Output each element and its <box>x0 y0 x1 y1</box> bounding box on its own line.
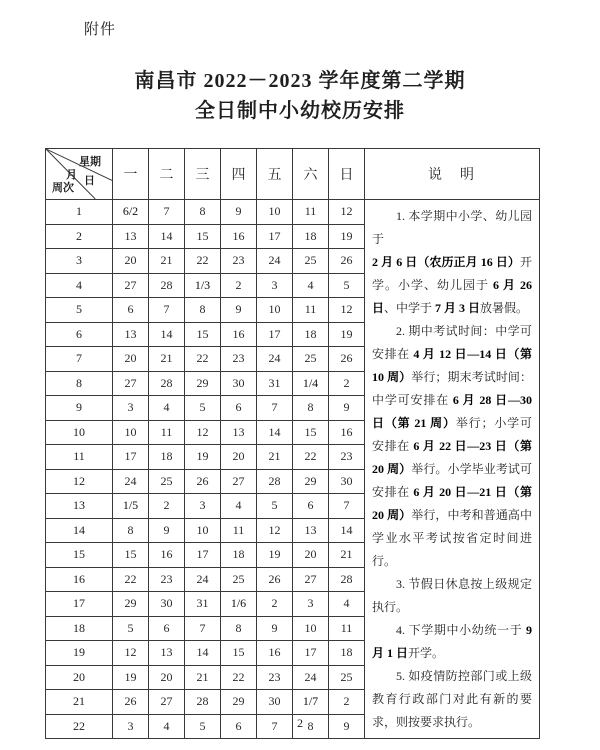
note-text-segment: 1. 本学期中小学、幼儿园于 <box>372 209 532 246</box>
date-cell: 6 <box>293 494 329 519</box>
date-cell: 24 <box>113 469 149 494</box>
date-cell: 15 <box>221 641 257 666</box>
date-cell: 8 <box>293 396 329 421</box>
date-cell: 2 <box>329 690 365 715</box>
date-cell: 29 <box>293 469 329 494</box>
note-bold-segment: 2 月 6 日（农历正月 16 日） <box>372 255 520 269</box>
date-cell: 23 <box>257 665 293 690</box>
date-cell: 10 <box>293 616 329 641</box>
date-cell: 27 <box>113 273 149 298</box>
date-cell: 22 <box>113 567 149 592</box>
date-cell: 15 <box>185 224 221 249</box>
note-text-segment: 开学。小学、幼儿园于 <box>372 255 532 292</box>
date-cell: 24 <box>257 347 293 372</box>
date-cell: 8 <box>113 518 149 543</box>
month-start-date-cell: 1/4 <box>293 371 329 396</box>
note-bold-segment: 4 月 12 日—14 日（第 10 周） <box>372 347 532 384</box>
date-cell: 6 <box>221 396 257 421</box>
week-number-cell: 3 <box>46 249 113 274</box>
date-cell: 4 <box>329 592 365 617</box>
date-cell: 18 <box>329 641 365 666</box>
week-number-cell: 6 <box>46 322 113 347</box>
date-cell: 14 <box>257 420 293 445</box>
week-number-cell: 19 <box>46 641 113 666</box>
date-cell: 3 <box>185 494 221 519</box>
date-cell: 14 <box>185 641 221 666</box>
date-cell: 17 <box>113 445 149 470</box>
date-cell: 22 <box>185 249 221 274</box>
date-cell: 8 <box>185 298 221 323</box>
date-cell: 2 <box>329 371 365 396</box>
date-cell: 26 <box>329 347 365 372</box>
day-header-tue: 二 <box>149 149 185 200</box>
date-cell: 14 <box>149 322 185 347</box>
date-cell: 7 <box>149 200 185 225</box>
date-cell: 13 <box>221 420 257 445</box>
date-cell: 2 <box>257 592 293 617</box>
date-cell: 19 <box>329 224 365 249</box>
date-cell: 26 <box>113 690 149 715</box>
date-cell: 16 <box>257 641 293 666</box>
date-cell: 13 <box>113 224 149 249</box>
date-cell: 20 <box>293 543 329 568</box>
date-cell: 7 <box>185 616 221 641</box>
week-number-cell: 18 <box>46 616 113 641</box>
note-paragraph <box>372 573 532 619</box>
date-cell: 15 <box>113 543 149 568</box>
date-cell: 30 <box>329 469 365 494</box>
corner-weeknum-label: 周次 <box>52 182 74 194</box>
week-number-cell: 8 <box>46 371 113 396</box>
notes-body <box>365 200 539 738</box>
day-header-sun: 日 <box>329 149 365 200</box>
date-cell: 9 <box>149 518 185 543</box>
date-cell: 23 <box>221 347 257 372</box>
week-number-cell: 11 <box>46 445 113 470</box>
date-cell: 23 <box>149 567 185 592</box>
attachment-label: 附件 <box>84 21 117 38</box>
date-cell: 12 <box>113 641 149 666</box>
week-number-cell: 10 <box>46 420 113 445</box>
date-cell: 18 <box>221 543 257 568</box>
date-cell: 12 <box>329 200 365 225</box>
note-bold-segment: 6 月 26 日 <box>372 278 532 315</box>
date-cell: 25 <box>149 469 185 494</box>
date-cell: 21 <box>329 543 365 568</box>
note-text-segment: 4. 下学期中小幼统一于 <box>396 623 526 637</box>
date-cell: 9 <box>221 298 257 323</box>
date-cell: 30 <box>221 371 257 396</box>
date-cell: 3 <box>113 714 149 739</box>
note-text-segment: 、中学于 <box>384 301 436 315</box>
date-cell: 8 <box>221 616 257 641</box>
month-start-date-cell: 1/6 <box>221 592 257 617</box>
date-cell: 15 <box>293 420 329 445</box>
date-cell: 6 <box>113 298 149 323</box>
month-start-date-cell: 1/7 <box>293 690 329 715</box>
week-number-cell: 1 <box>46 200 113 225</box>
calendar-body <box>46 200 540 739</box>
date-cell: 5 <box>185 396 221 421</box>
date-cell: 22 <box>293 445 329 470</box>
note-text-segment: 2. 期中考试时间：中学可安排在 <box>372 324 532 361</box>
date-cell: 12 <box>257 518 293 543</box>
date-cell: 18 <box>149 445 185 470</box>
date-cell: 4 <box>221 494 257 519</box>
week-number-cell: 4 <box>46 273 113 298</box>
note-bold-segment: 9 月 1 日 <box>372 623 532 660</box>
calendar-week-row <box>46 200 540 225</box>
date-cell: 6 <box>149 616 185 641</box>
week-number-cell: 7 <box>46 347 113 372</box>
week-number-cell: 17 <box>46 592 113 617</box>
date-cell: 11 <box>293 200 329 225</box>
notes-header: 说 明 <box>365 149 540 200</box>
date-cell: 30 <box>257 690 293 715</box>
date-cell: 16 <box>221 224 257 249</box>
date-cell: 25 <box>329 665 365 690</box>
date-cell: 2 <box>149 494 185 519</box>
date-cell: 9 <box>329 714 365 739</box>
date-cell: 4 <box>293 273 329 298</box>
note-text-segment: 举行；期末考试时间：中学可安排在 <box>372 370 532 407</box>
date-cell: 16 <box>221 322 257 347</box>
date-cell: 21 <box>149 347 185 372</box>
date-cell: 26 <box>257 567 293 592</box>
corner-week-label: 星期 <box>79 156 101 168</box>
date-cell: 19 <box>257 543 293 568</box>
date-cell: 12 <box>185 420 221 445</box>
date-cell: 27 <box>293 567 329 592</box>
date-cell: 10 <box>257 298 293 323</box>
date-cell: 24 <box>185 567 221 592</box>
date-cell: 7 <box>149 298 185 323</box>
date-cell: 18 <box>293 322 329 347</box>
date-cell: 10 <box>185 518 221 543</box>
day-header-thu: 四 <box>221 149 257 200</box>
note-text-segment: 放暑假。 <box>480 301 529 315</box>
date-cell: 10 <box>113 420 149 445</box>
date-cell: 15 <box>185 322 221 347</box>
date-cell: 5 <box>113 616 149 641</box>
date-cell: 17 <box>293 641 329 666</box>
week-number-cell: 21 <box>46 690 113 715</box>
date-cell: 11 <box>221 518 257 543</box>
note-bold-segment: 6 月 28 日—30 日（第 21 周） <box>372 393 532 430</box>
note-paragraph <box>372 205 532 320</box>
month-start-date-cell: 1/5 <box>113 494 149 519</box>
date-cell: 11 <box>293 298 329 323</box>
date-cell: 31 <box>185 592 221 617</box>
date-cell: 28 <box>149 273 185 298</box>
day-header-sat: 六 <box>293 149 329 200</box>
date-cell: 14 <box>329 518 365 543</box>
month-start-date-cell: 6/2 <box>113 200 149 225</box>
calendar-table <box>45 148 540 739</box>
corner-day-label: 日 <box>84 175 95 187</box>
date-cell: 16 <box>149 543 185 568</box>
date-cell: 11 <box>329 616 365 641</box>
note-text-segment: 5. 如疫情防控部门或上级教育行政部门对此有新的要求，则按要求执行。 <box>372 669 532 729</box>
date-cell: 4 <box>149 714 185 739</box>
date-cell: 29 <box>185 371 221 396</box>
date-cell: 5 <box>185 714 221 739</box>
date-cell: 28 <box>185 690 221 715</box>
note-text-segment: 开学。 <box>408 646 445 660</box>
week-number-cell: 20 <box>46 665 113 690</box>
date-cell: 3 <box>293 592 329 617</box>
date-cell: 7 <box>257 396 293 421</box>
date-cell: 28 <box>257 469 293 494</box>
date-cell: 20 <box>113 249 149 274</box>
date-cell: 18 <box>293 224 329 249</box>
date-cell: 8 <box>293 714 329 739</box>
date-cell: 8 <box>185 200 221 225</box>
date-cell: 29 <box>113 592 149 617</box>
day-header-fri: 五 <box>257 149 293 200</box>
week-number-cell: 5 <box>46 298 113 323</box>
date-cell: 19 <box>113 665 149 690</box>
date-cell: 9 <box>221 200 257 225</box>
date-cell: 9 <box>257 616 293 641</box>
date-cell: 21 <box>149 249 185 274</box>
date-cell: 27 <box>149 690 185 715</box>
date-cell: 21 <box>257 445 293 470</box>
date-cell: 3 <box>113 396 149 421</box>
week-number-cell: 9 <box>46 396 113 421</box>
corner-month-label: 月 <box>66 169 77 181</box>
week-number-cell: 2 <box>46 224 113 249</box>
page-number: 2 <box>297 716 303 730</box>
note-text-segment: 3. 节假日休息按上级规定执行。 <box>372 577 532 614</box>
date-cell: 24 <box>257 249 293 274</box>
date-cell: 21 <box>185 665 221 690</box>
date-cell: 3 <box>257 273 293 298</box>
note-bold-segment: 7 月 3 日 <box>435 301 481 315</box>
date-cell: 30 <box>149 592 185 617</box>
date-cell: 20 <box>113 347 149 372</box>
week-number-cell: 12 <box>46 469 113 494</box>
week-number-cell: 13 <box>46 494 113 519</box>
date-cell: 22 <box>185 347 221 372</box>
date-cell: 9 <box>329 396 365 421</box>
date-cell: 23 <box>221 249 257 274</box>
date-cell: 17 <box>257 322 293 347</box>
date-cell: 28 <box>329 567 365 592</box>
date-cell: 26 <box>185 469 221 494</box>
page-title-line2: 全日制中小幼校历安排 <box>195 100 405 122</box>
week-number-cell: 22 <box>46 714 113 739</box>
note-bold-segment: 6 月 22 日—23 日（第 20 周） <box>372 439 532 476</box>
date-cell: 5 <box>257 494 293 519</box>
month-start-date-cell: 1/3 <box>185 273 221 298</box>
calendar-header-row <box>46 149 540 200</box>
date-cell: 24 <box>293 665 329 690</box>
page-title-line1: 南昌市 2022－2023 学年度第二学期 <box>134 70 466 92</box>
date-cell: 14 <box>149 224 185 249</box>
date-cell: 10 <box>257 200 293 225</box>
date-cell: 17 <box>257 224 293 249</box>
date-cell: 17 <box>185 543 221 568</box>
week-number-cell: 16 <box>46 567 113 592</box>
date-cell: 25 <box>293 249 329 274</box>
date-cell: 19 <box>185 445 221 470</box>
date-cell: 25 <box>221 567 257 592</box>
note-text-segment: 举行；小学可安排在 <box>372 416 532 453</box>
date-cell: 5 <box>329 273 365 298</box>
date-cell: 6 <box>221 714 257 739</box>
week-number-cell: 14 <box>46 518 113 543</box>
date-cell: 28 <box>149 371 185 396</box>
date-cell: 7 <box>329 494 365 519</box>
note-paragraph <box>372 619 532 665</box>
day-header-mon: 一 <box>113 149 149 200</box>
date-cell: 16 <box>329 420 365 445</box>
date-cell: 12 <box>329 298 365 323</box>
note-text-segment: 举行。小学毕业考试可安排在 <box>372 462 532 499</box>
day-header-wed: 三 <box>185 149 221 200</box>
date-cell: 23 <box>329 445 365 470</box>
date-cell: 11 <box>149 420 185 445</box>
notes-cell <box>365 200 540 739</box>
date-cell: 29 <box>221 690 257 715</box>
date-cell: 7 <box>257 714 293 739</box>
date-cell: 20 <box>149 665 185 690</box>
note-bold-segment: 6 月 20 日—21 日（第 20 周） <box>372 485 532 522</box>
date-cell: 13 <box>149 641 185 666</box>
note-text-segment: 举行，中考和普通高中学业水平考试按省定时间进行。 <box>372 508 532 568</box>
date-cell: 22 <box>221 665 257 690</box>
date-cell: 4 <box>149 396 185 421</box>
date-cell: 19 <box>329 322 365 347</box>
corner-header-cell <box>46 149 113 200</box>
page-title <box>0 66 600 126</box>
date-cell: 2 <box>221 273 257 298</box>
date-cell: 27 <box>221 469 257 494</box>
date-cell: 20 <box>221 445 257 470</box>
date-cell: 25 <box>293 347 329 372</box>
date-cell: 27 <box>113 371 149 396</box>
date-cell: 13 <box>293 518 329 543</box>
week-number-cell: 15 <box>46 543 113 568</box>
note-paragraph <box>372 320 532 573</box>
date-cell: 26 <box>329 249 365 274</box>
date-cell: 13 <box>113 322 149 347</box>
date-cell: 31 <box>257 371 293 396</box>
